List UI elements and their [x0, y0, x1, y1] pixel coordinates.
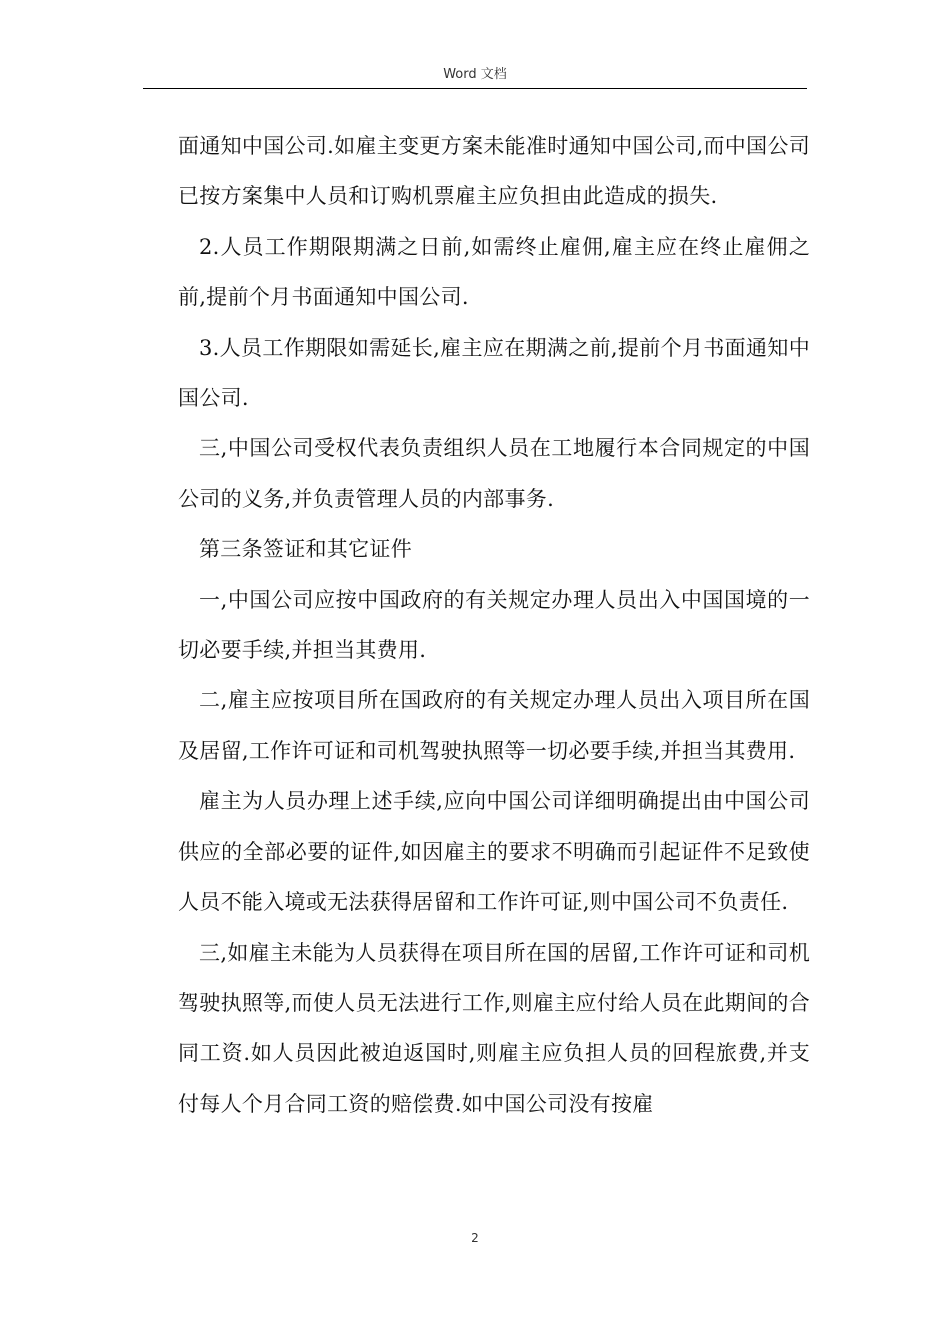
header-divider	[143, 88, 807, 89]
paragraph-clause-3: 3.人员工作期限如需延长,雇主应在期满之前,提前个月书面通知中国公司.	[178, 335, 810, 411]
page-number: 2	[471, 1231, 479, 1245]
paragraph-section-2: 二,雇主应按项目所在国政府的有关规定办理人员出入项目所在国及居留,工作许可证和司机驾驶执照等一切必要手续,并担当其费用.	[178, 688, 810, 763]
paragraph-continuation: 面通知中国公司.如雇主变更方案未能准时通知中国公司,而中国公司已按方案集中人员和订购机票雇主应负担由此造成的损失.	[178, 134, 810, 209]
document-body	[178, 121, 810, 1129]
paragraph-section-3: 三,中国公司受权代表负责组织人员在工地履行本合同规定的中国公司的义务,并负责管理人员的内部事务.	[178, 436, 810, 511]
article-heading: 第三条签证和其它证件	[199, 537, 412, 562]
paragraph-employer-documents: 雇主为人员办理上述手续,应向中国公司详细明确提出由中国公司供应的全部必要的证件,如因雇主的要求不明确而引起证件不足致使人员不能入境或无法获得居留和工作许可证,则中国公司不负责任.	[178, 789, 810, 915]
paragraph-section-1: 一,中国公司应按中国政府的有关规定办理人员出入中国国境的一切必要手续,并担当其费用.	[178, 587, 810, 663]
page-header-title: Word 文档	[443, 67, 507, 82]
paragraph-clause-2: 2.人员工作期限期满之日前,如需终止雇佣,雇主应在终止雇佣之前,提前个月书面通知中国公司.	[178, 234, 810, 310]
paragraph-section-3-residence: 三,如雇主未能为人员获得在项目所在国的居留,工作许可证和司机驾驶执照等,而使人员无法进行工作,则雇主应付给人员在此期间的合同工资.如人员因此被迫返国时,则雇主应负担人员的回程旅费,并支付每人个月合同工资的赔偿费.如中国公司没有按雇	[178, 940, 810, 1116]
